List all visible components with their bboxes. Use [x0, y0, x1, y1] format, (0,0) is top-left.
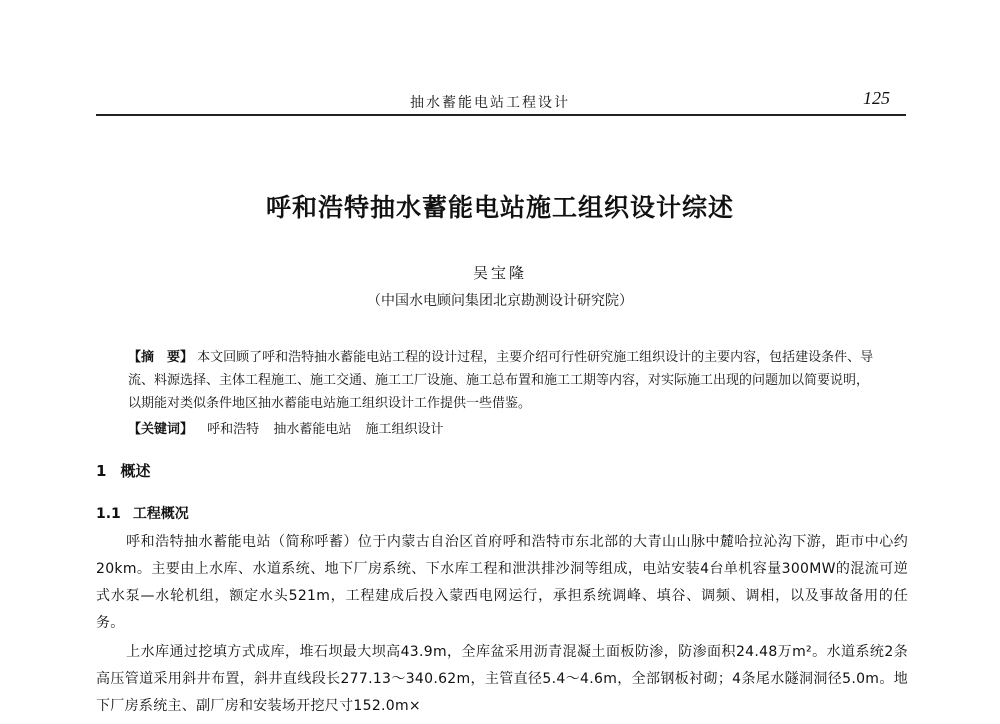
subsection-title: 工程概况 — [132, 506, 189, 522]
abstract-text: 本文回顾了呼和浩特抽水蓄能电站工程的设计过程，主要介绍可行性研究施工组织设计的主要内容，包括建设条件、导流、料源选择、主体工程施工、施工交通、施工工厂设施、施工总布置和施工工期等内容，对实际施工出现的问题加以简要说明，以期能对类似条件地区抽水蓄能电站施工组织设计工作提供一些借鉴。 — [128, 350, 874, 411]
section-number: 1 — [96, 462, 107, 480]
page-number: 125 — [863, 88, 890, 108]
header-rule — [96, 114, 906, 116]
running-header — [96, 84, 906, 120]
paragraph-text: 上水库通过挖填方式成库，堆石坝最大坝高43.9m，全库盆采用沥青混凝土面板防渗，防渗面积24.48万m²。水道系统2条高压管道采用斜井布置，斜井直线段长277.13～340.62m，主管直径5.4～4.6m，全部钢板衬砌；4条尾水隧洞洞径5.0m。地下厂房系统主、副厂房和安装场开挖尺寸152.0m× — [96, 644, 908, 714]
article-title: 呼和浩特抽水蓄能电站施工组织设计综述 — [265, 193, 734, 222]
subsection-heading — [96, 503, 189, 523]
keywords — [128, 418, 878, 437]
body-paragraph — [96, 529, 908, 637]
section-heading — [96, 460, 150, 481]
author: 吴宝隆 — [472, 264, 527, 282]
abstract-label: 【摘 要】 — [128, 350, 194, 365]
keyword: 施工组织设计 — [365, 422, 444, 437]
abstract — [128, 346, 878, 415]
running-header-title: 抽水蓄能电站工程设计 — [410, 95, 570, 111]
affiliation: （中国水电顾问集团北京勘测设计研究院） — [367, 293, 633, 309]
body-paragraph — [96, 639, 908, 720]
section-title: 概述 — [120, 462, 151, 480]
keyword: 抽水蓄能电站 — [273, 422, 352, 437]
paragraph-text: 呼和浩特抽水蓄能电站（简称呼蓄）位于内蒙古自治区首府呼和浩特市东北部的大青山山脉中麓哈拉沁沟下游，距市中心约20km。主要由上水库、水道系统、地下厂房系统、下水库工程和泄洪排沙洞等组成，电站安装4台单机容量300MW的混流可逆式水泵—水轮机组，额定水头521m，工程建成后投入蒙西电网运行，承担系统调峰、填谷、调频、调相，以及事故备用的任务。 — [96, 534, 908, 631]
keyword: 呼和浩特 — [207, 422, 260, 437]
subsection-number: 1.1 — [96, 506, 121, 522]
keywords-label: 【关键词】 — [128, 422, 194, 437]
